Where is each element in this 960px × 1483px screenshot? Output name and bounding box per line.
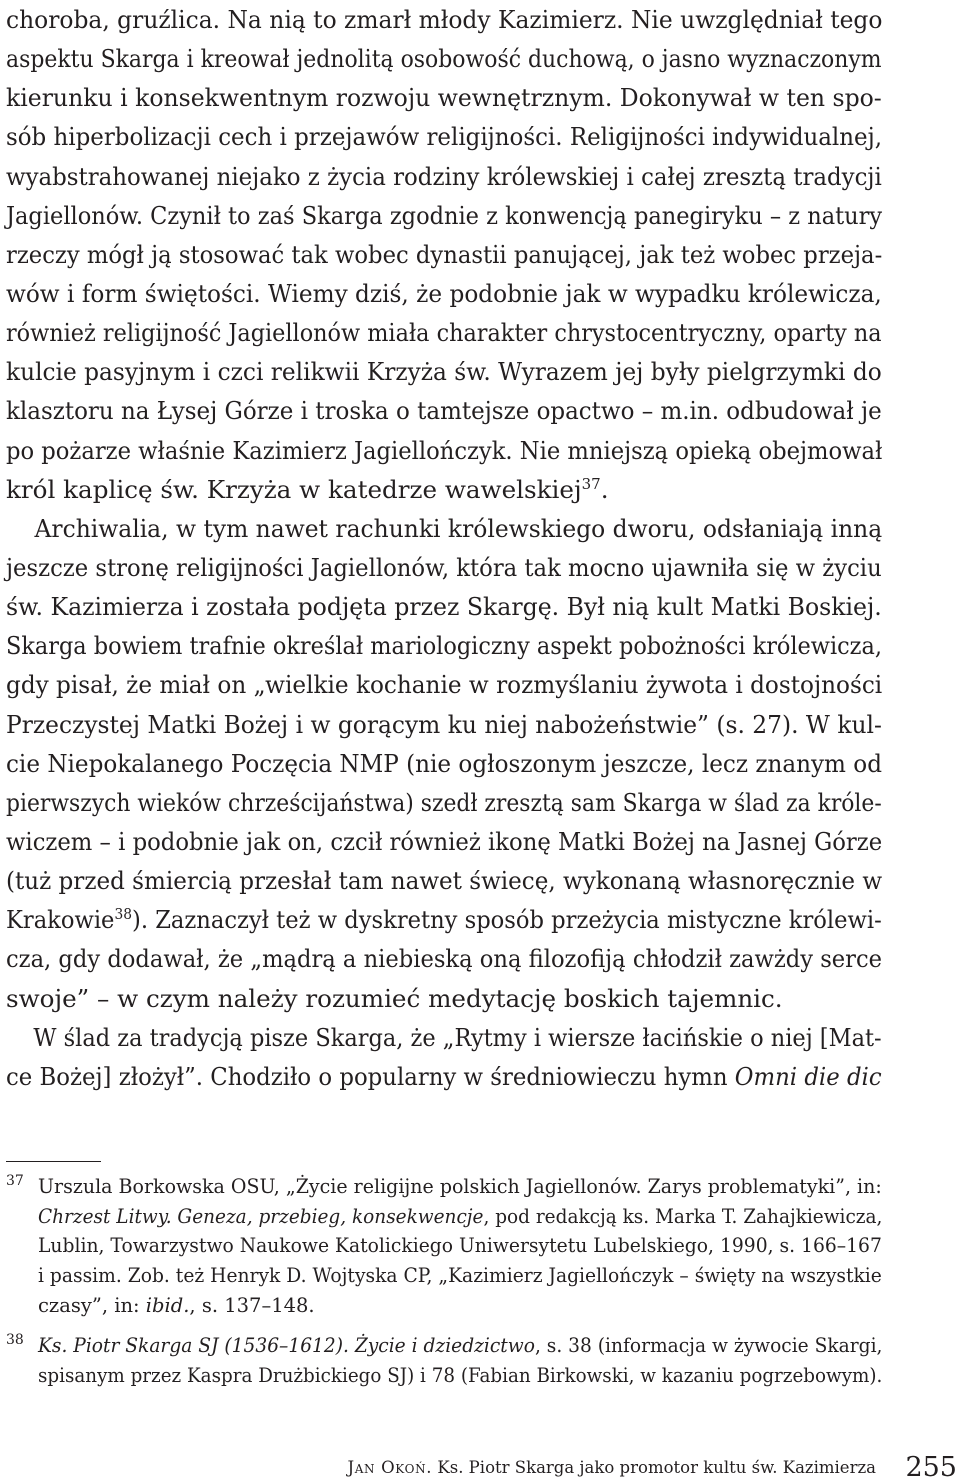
text-fragment: , s. 137–148. — [189, 1293, 315, 1317]
footnote-ref-37[interactable]: 37 — [581, 474, 601, 493]
footnote-38 — [6, 1331, 882, 1390]
text-line: swoje” – w czym należy rozumieć medytację boskich tajemnic. — [6, 983, 783, 1013]
footnote-number: 37 — [6, 1173, 24, 1189]
text-fragment: Krakowie — [6, 905, 115, 935]
footnote-line: Lublin, Towarzystwo Naukowe Katolickiego Uniwersytetu Lubelskiego, 1990, s. 166–167 — [38, 1234, 882, 1258]
text-fragment: król kaplicę św. Krzyża w katedrze wawelskiej — [6, 474, 582, 504]
text-line: również religijność Jagiellonów miała charakter chrystocentryczny, oparty na — [6, 318, 882, 348]
text-line: Skarga bowiem trafnie określał mariologiczny aspekt pobożności królewicza, — [6, 631, 882, 661]
footnote-ref-38[interactable]: 38 — [114, 905, 133, 924]
text-line: wyabstrahowanej niejako z życia rodziny królewskiej i całej zresztą tradycji — [6, 161, 882, 191]
text-line: cza, gdy dodawał, że „mądrą a niebieską oną filozofiją chłodził zawżdy serce — [6, 944, 883, 974]
text-line: klasztoru na Łysej Górze i troska o tamtejsze opactwo – m.in. odbudował je — [6, 396, 882, 426]
footnote-text — [38, 1331, 882, 1390]
text-fragment: ). Zaznaczył też w dyskretny sposób przeżycia mistyczne królewi- — [132, 905, 882, 935]
main-text — [6, 0, 882, 1096]
text-line: (tuż przed śmiercią przesłał tam nawet świecę, wykonaną własnoręcznie w — [6, 866, 883, 896]
text-line: rzeczy mógł ją stosować tak wobec dynastii panującej, jak też wobec przeja- — [6, 239, 883, 269]
footnote-line — [38, 1331, 883, 1361]
book-title: Ks. Piotr Skarga SJ (1536–1612). Życie i dziedzictwo — [38, 1334, 535, 1358]
text-line: Przeczystej Matki Bożej i w gorącym ku niej nabożeństwie” (s. 27). W kul- — [6, 709, 882, 739]
text-line: po pożarze właśnie Kazimierz Jagiellończyk. Nie mniejszą opieką obejmował — [6, 435, 883, 465]
text-line: kulcie pasyjnym i czci relikwii Krzyża św. Wyrazem jej były pielgrzymki do — [6, 357, 882, 387]
text-line: jeszcze stronę religijności Jagiellonów, która tak mocno ujawniła się w życiu — [6, 552, 882, 582]
text-line: choroba, gruźlica. Na nią to zmarł młody Kazimierz. Nie uwzględniał tego — [6, 5, 883, 34]
text-line: aspektu Skarga i kreował jednolitą osobowość duchową, o jasno wyznaczonym — [6, 44, 882, 74]
footnote-line: i passim. Zob. też Henryk D. Wojtyska CP, „Kazimierz Jagiellończyk – święty na wszystkie — [38, 1264, 882, 1288]
text-fragment: czasy”, in: — [38, 1293, 146, 1317]
text-line: wiczem – i podobnie jak on, czcił również ikonę Matki Bożej na Jasnej Górze — [6, 826, 883, 856]
footnote-line: spisanym przez Kaspra Drużbickiego SJ) i 78 (Fabian Birkowski, w kazaniu pogrzebowym). — [38, 1364, 883, 1388]
text-fragment: ce Bożej] złożył”. Chodziło o popularny w średniowieczu hymn — [6, 1061, 735, 1091]
footer-author: Jan Okoń. — [347, 1458, 433, 1477]
text-line — [6, 1057, 882, 1096]
text-line: kierunku i konsekwentnym rozwoju wewnętrznym. Dokonywał w ten spo- — [6, 83, 882, 113]
footnote-line: Urszula Borkowska OSU, „Życie religijne polskich Jagiellonów. Zarys problematyki”, in: — [38, 1175, 882, 1198]
text-fragment: , s. 38 (informacja w żywocie Skargi, — [534, 1334, 883, 1358]
text-line: cie Niepokalanego Poczęcia NMP (nie ogłoszonym jeszcze, lecz znanym od — [6, 748, 882, 778]
text-fragment: , pod redakcją ks. Marka T. Zahajkiewicza, — [483, 1204, 883, 1228]
footnote-line — [38, 1291, 882, 1321]
text-line: św. Kazimierza i została podjęta przez Skargę. Był nią kult Matki Boskiej. — [6, 592, 882, 622]
book-title: Chrzest Litwy. Geneza, przebieg, konsekwencje — [38, 1204, 484, 1228]
footnote-text — [38, 1172, 882, 1320]
footnote-separator — [6, 1161, 101, 1162]
footnote-37 — [6, 1172, 882, 1320]
text-line: sób hiperbolizacji cech i przejawów religijności. Religijności indywidualnej, — [6, 122, 882, 152]
hymn-title: Omni die dic — [734, 1061, 882, 1091]
text-line — [6, 470, 882, 509]
paragraph-first-line: Archiwalia, w tym nawet rachunki królewskiego dworu, odsłaniają inną — [34, 513, 883, 543]
running-footer — [347, 1458, 876, 1477]
text-line: gdy pisał, że miał on „wielkie kochanie w rozmyślaniu żywota i dostojności — [6, 670, 883, 700]
paragraph-first-line: W ślad za tradycją pisze Skarga, że „Rytmy i wiersze łacińskie o niej [Mat- — [33, 1022, 882, 1052]
text-line — [6, 900, 882, 939]
footnotes — [6, 1172, 882, 1391]
text-line: wów i form świętości. Wiemy dziś, że podobnie jak w wypadku królewicza, — [6, 278, 882, 308]
footer-title: Ks. Piotr Skarga jako promotor kultu św. Kazimierza — [432, 1458, 876, 1477]
page-number: 255 — [905, 1452, 957, 1483]
footnote-line — [38, 1202, 883, 1232]
footnote-number: 38 — [6, 1332, 24, 1349]
text-line: pierwszych wieków chrześcijaństwa) szedł zresztą sam Skarga w ślad za króle- — [6, 787, 882, 817]
text-fragment: . — [600, 474, 609, 504]
ibid: ibid. — [145, 1293, 190, 1317]
text-line: Jagiellonów. Czynił to zaś Skarga zgodnie z konwencją panegiryku – z natury — [6, 200, 883, 230]
